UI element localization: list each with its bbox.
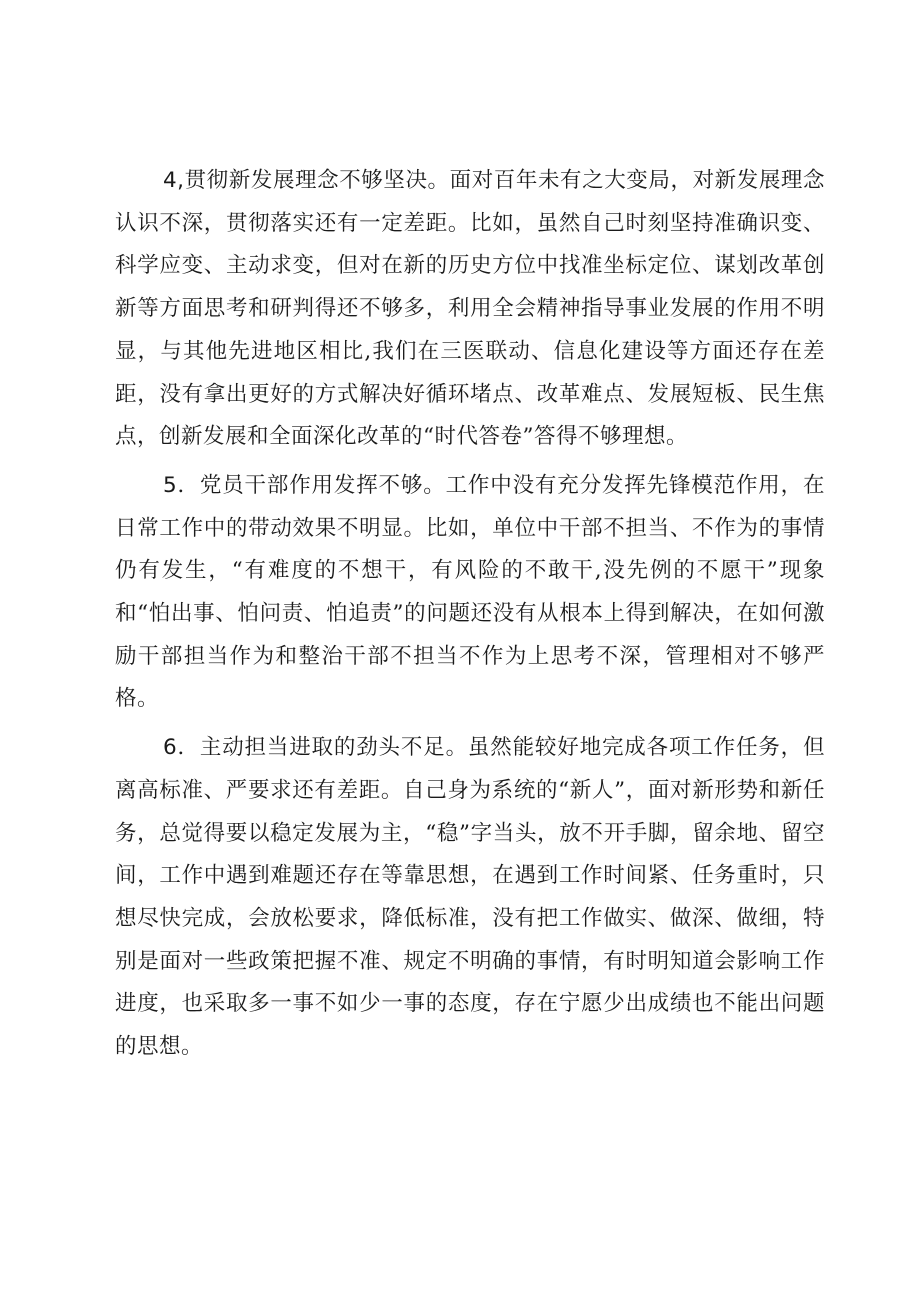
paragraph-5	[115, 465, 825, 721]
paragraph-6-heading: 6．主动担当进取的劲头不足。	[163, 735, 468, 761]
document-body	[115, 160, 825, 1075]
paragraph-4-heading: 4,贯彻新发展理念不够坚决。	[163, 168, 450, 193]
paragraph-5-text: 工作中没有充分发挥先锋模范作用，在日常工作中的带动效果不明显。比如，单位中干部不担当、不作为的事情仍有发生，“有难度的不想干，有风险的不敢干,没先例的不愿干”现象和“怕出事、怕问责、怕追责”的问题还没有从根本上得到解决，在如何激励干部担当作为和整治干部不担当不作为上思考不深，管理相对不够严格。	[115, 472, 825, 712]
paragraph-5-heading: 5．党员干部作用发挥不够。	[163, 472, 446, 498]
paragraph-6	[115, 727, 825, 1069]
paragraph-4-text: 面对百年未有之大变局，对新发展理念认识不深，贯彻落实还有一定差距。比如，虽然自己时刻坚持准确识变、科学应变、主动求变，但对在新的历史方位中找准坐标定位、谋划改革创新等方面思考和研判得还不够多，利用全会精神指导事业发展的作用不明显，与其他先进地区相比,我们在三医联动、信息化建设等方面还存在差距，没有拿出更好的方式解决好循环堵点、改革难点、发展短板、民生焦点，创新发展和全面深化改革的“时代答卷”答得不够理想。	[115, 168, 825, 450]
paragraph-4	[115, 160, 825, 459]
paragraph-6-text: 虽然能较好地完成各项工作任务，但离高标准、严要求还有差距。自己身为系统的“新人”，面对新形势和新任务，总觉得要以稳定发展为主，“稳”字当头，放不开手脚，留余地、留空间，工作中遇到难题还存在等靠思想，在遇到工作时间紧、任务重时，只想尽快完成，会放松要求，降低标准，没有把工作做实、做深、做细，特别是面对一些政策把握不准、规定不明确的事情，有时明知道会影响工作进度，也采取多一事不如少一事的态度，存在宁愿少出成绩也不能出问题的思想。	[115, 735, 825, 1060]
